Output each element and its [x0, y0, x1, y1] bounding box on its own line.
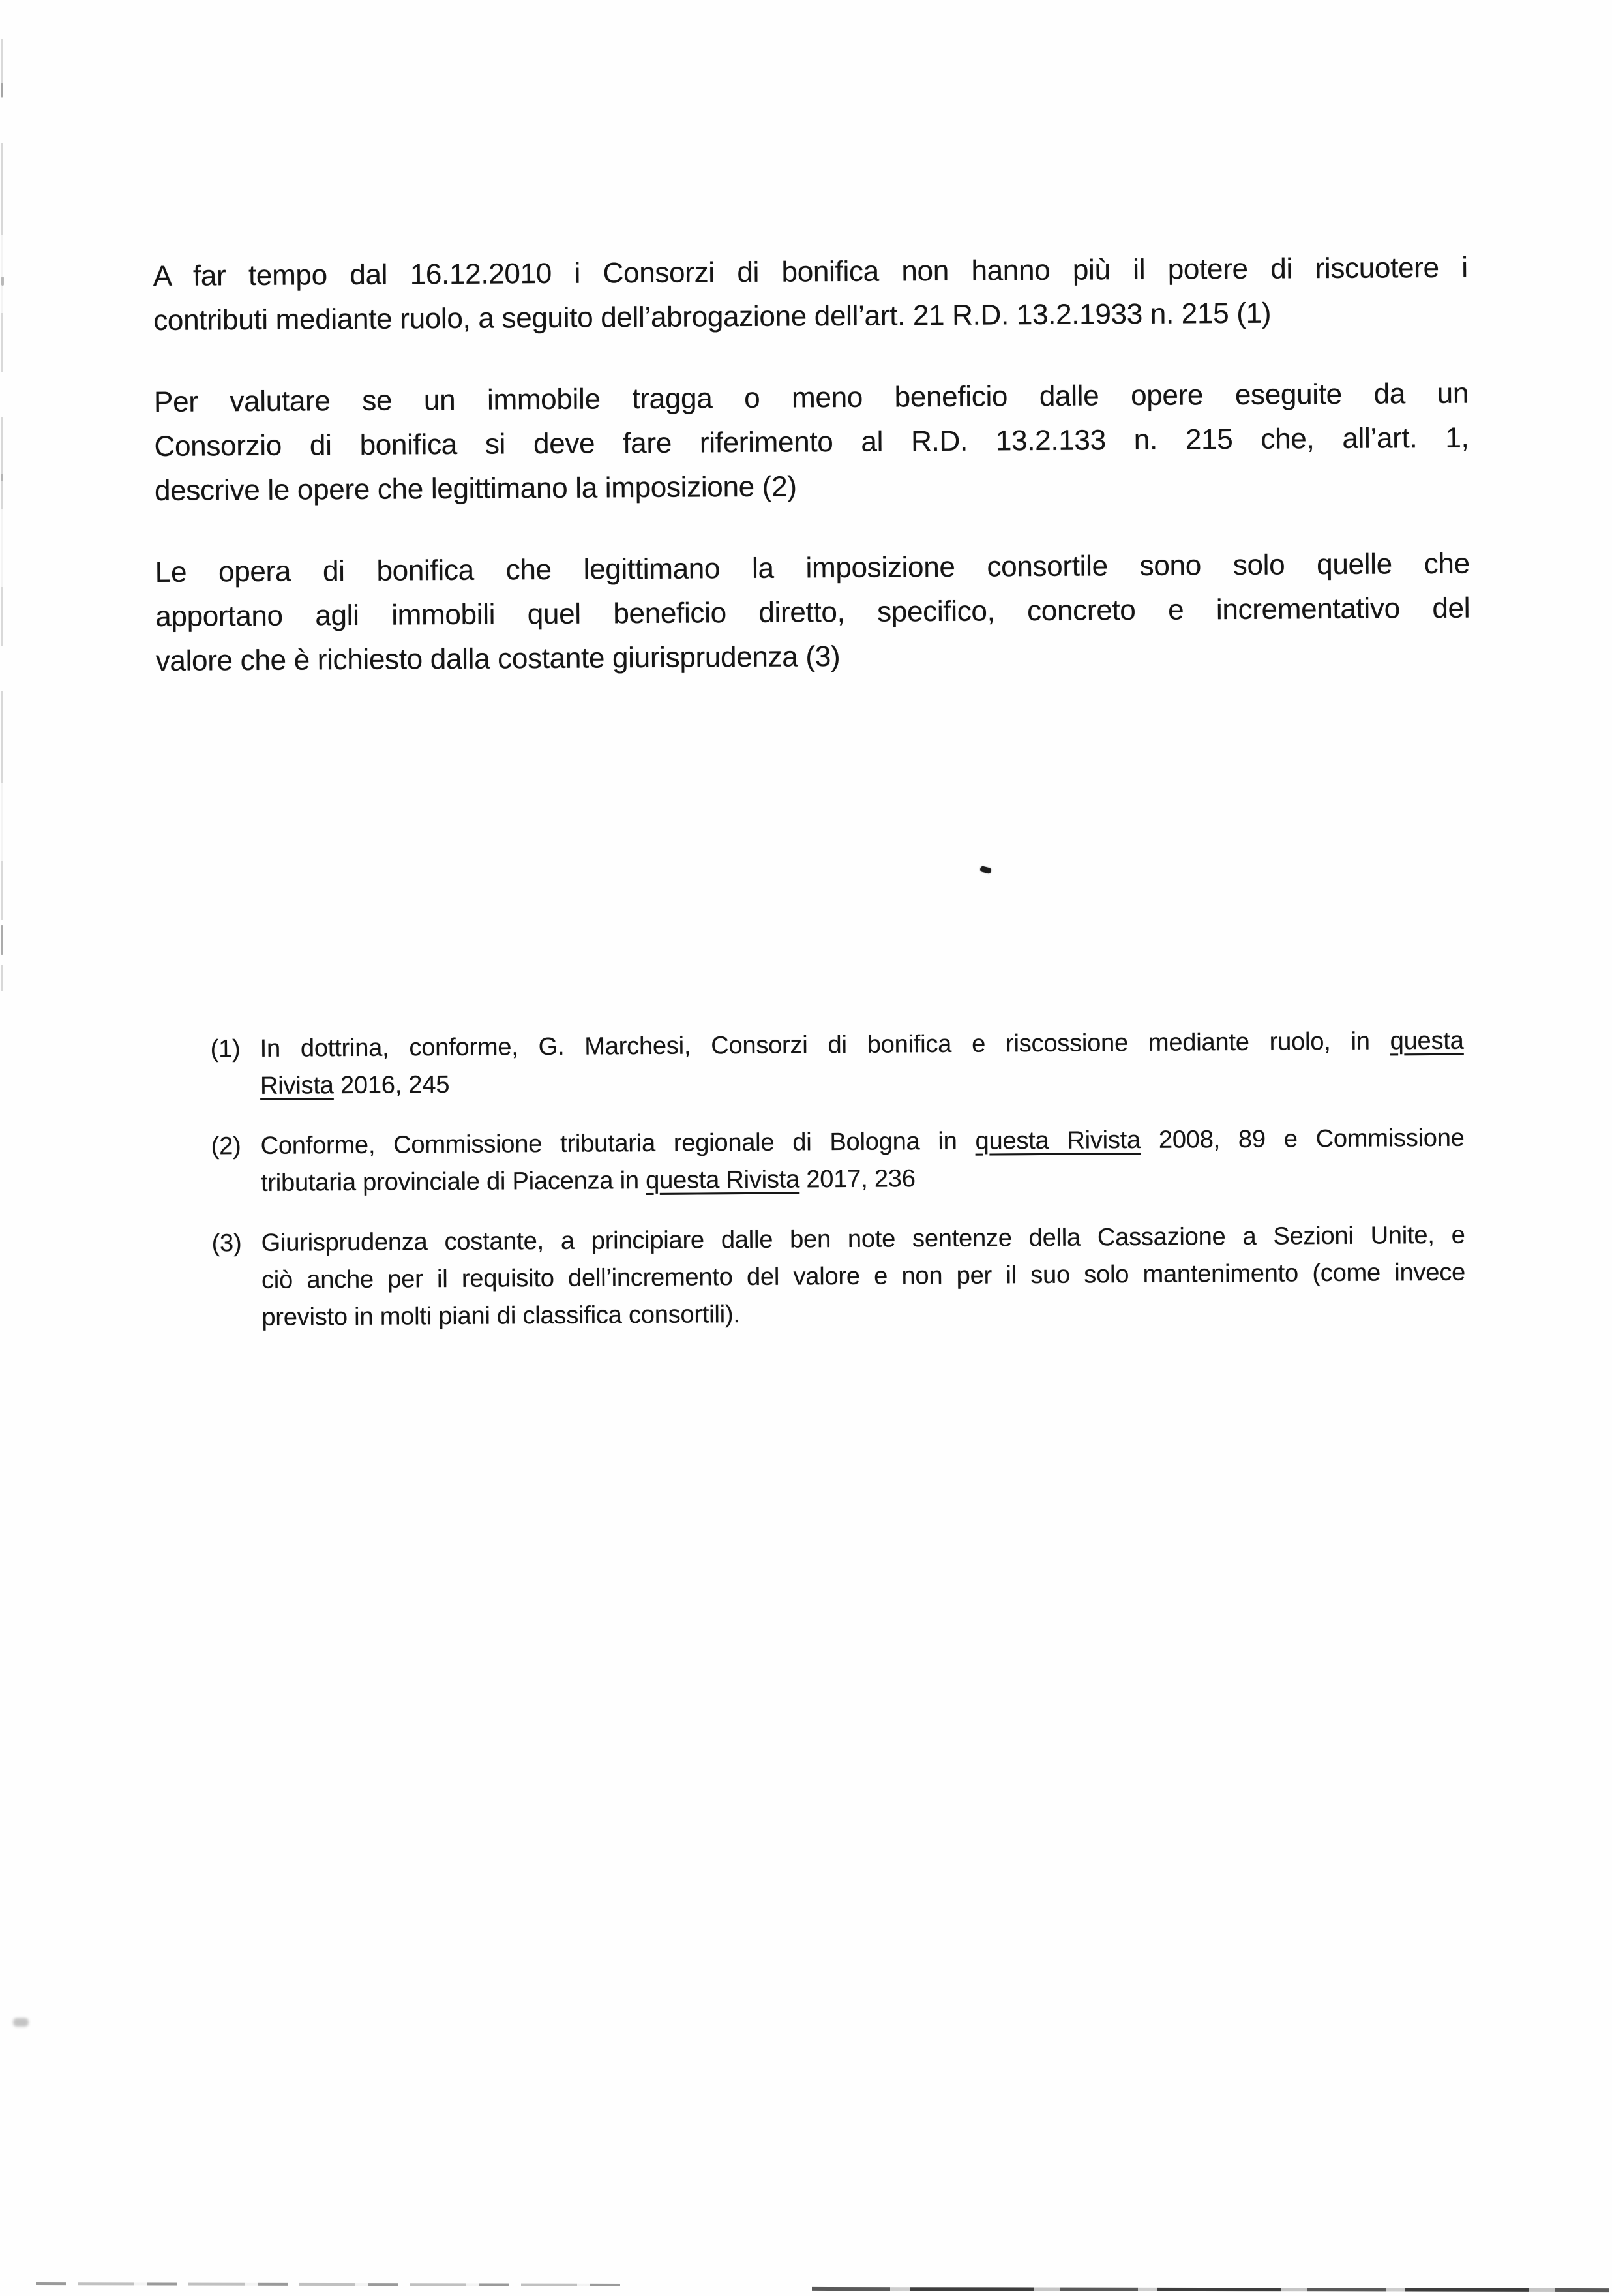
- rivista-reference: questa: [1390, 1027, 1464, 1055]
- text-line: apportano agli immobili quel beneficio diretto, specifico, concreto e incrementativo del: [155, 592, 1470, 633]
- text-line: valore che è richiesto dalla costante giurisprudenza (3): [155, 641, 841, 677]
- text-line: descrive le opere che legittimano la imposizione (2): [154, 470, 797, 507]
- body-paragraph-1: [153, 246, 1469, 343]
- footnotes-section: [210, 1023, 1465, 1337]
- text-line: A far tempo dal 16.12.2010 i Consorzi di bonifica non hanno più il potere di riscuotere i: [153, 251, 1468, 292]
- footnote-text: 2016, 245: [333, 1071, 450, 1100]
- footnote-text: In dottrina, conforme, G. Marchesi, Consorzi di bonifica e riscossione mediante ruolo, in: [260, 1027, 1390, 1063]
- footnote-1: [210, 1023, 1464, 1106]
- footnote-text: 2017, 236: [799, 1165, 916, 1194]
- body-paragraph-2: [154, 372, 1469, 513]
- footnote-text: tributaria provinciale di Piacenza in: [260, 1167, 646, 1197]
- footnote-text: Conforme, Commissione tributaria regionale di Bologna in: [260, 1127, 976, 1160]
- scan-artifact-left-edge-line: [1, 39, 3, 991]
- footnote-line: previsto in molti piani di classifica consortili).: [261, 1301, 740, 1331]
- rivista-reference: Rivista: [260, 1072, 334, 1100]
- scan-artifact-edge-tick: [1, 83, 3, 97]
- footnote-marker: (3): [211, 1230, 242, 1258]
- footnote-line: ciò anche per il requisito dell’incremento del valore e non per il suo solo mantenimento (come invece: [261, 1258, 1466, 1294]
- footnote-marker: (1): [210, 1035, 241, 1063]
- scan-artifact-gray-speck: [13, 2018, 29, 2027]
- footnote-line: Giurisprudenza costante, a principiare dalle ben note sentenze della Cassazione a Sezioni Unite, e: [261, 1221, 1465, 1257]
- footnote-line: [260, 1060, 1464, 1105]
- scan-artifact-edge-tick: [1, 474, 3, 481]
- text-line: Consorzio di bonifica si deve fare riferimento al R.D. 13.2.133 n. 215 che, all’art. 1,: [154, 421, 1469, 462]
- rivista-reference: questa Rivista: [646, 1166, 800, 1195]
- footnote-marker: (2): [211, 1132, 241, 1160]
- document-content: [151, 0, 1475, 1337]
- text-line: Le opera di bonifica che legittimano la imposizione consortile sono solo quelle che: [155, 547, 1470, 588]
- text-line: contributi mediante ruolo, a seguito dell’abrogazione dell’art. 21 R.D. 13.2.1933 n. 215 (1): [153, 297, 1272, 337]
- body-paragraph-3: [155, 542, 1470, 684]
- scan-artifact-edge-tick: [1, 277, 4, 286]
- scan-artifact-bottom-edge-line: [36, 2282, 623, 2286]
- footnote-2: [211, 1120, 1465, 1203]
- scan-artifact-edge-tick: [1, 925, 3, 955]
- text-line: Per valutare se un immobile tragga o meno beneficio dalle opere eseguite da un: [153, 377, 1469, 418]
- footnote-3: [211, 1217, 1465, 1337]
- scan-artifact-bottom-edge-line: [812, 2287, 1609, 2292]
- rivista-reference: questa Rivista: [975, 1126, 1141, 1155]
- footnote-line: [261, 1157, 1465, 1202]
- footnote-text: 2008, 89 e Commissione: [1140, 1124, 1465, 1154]
